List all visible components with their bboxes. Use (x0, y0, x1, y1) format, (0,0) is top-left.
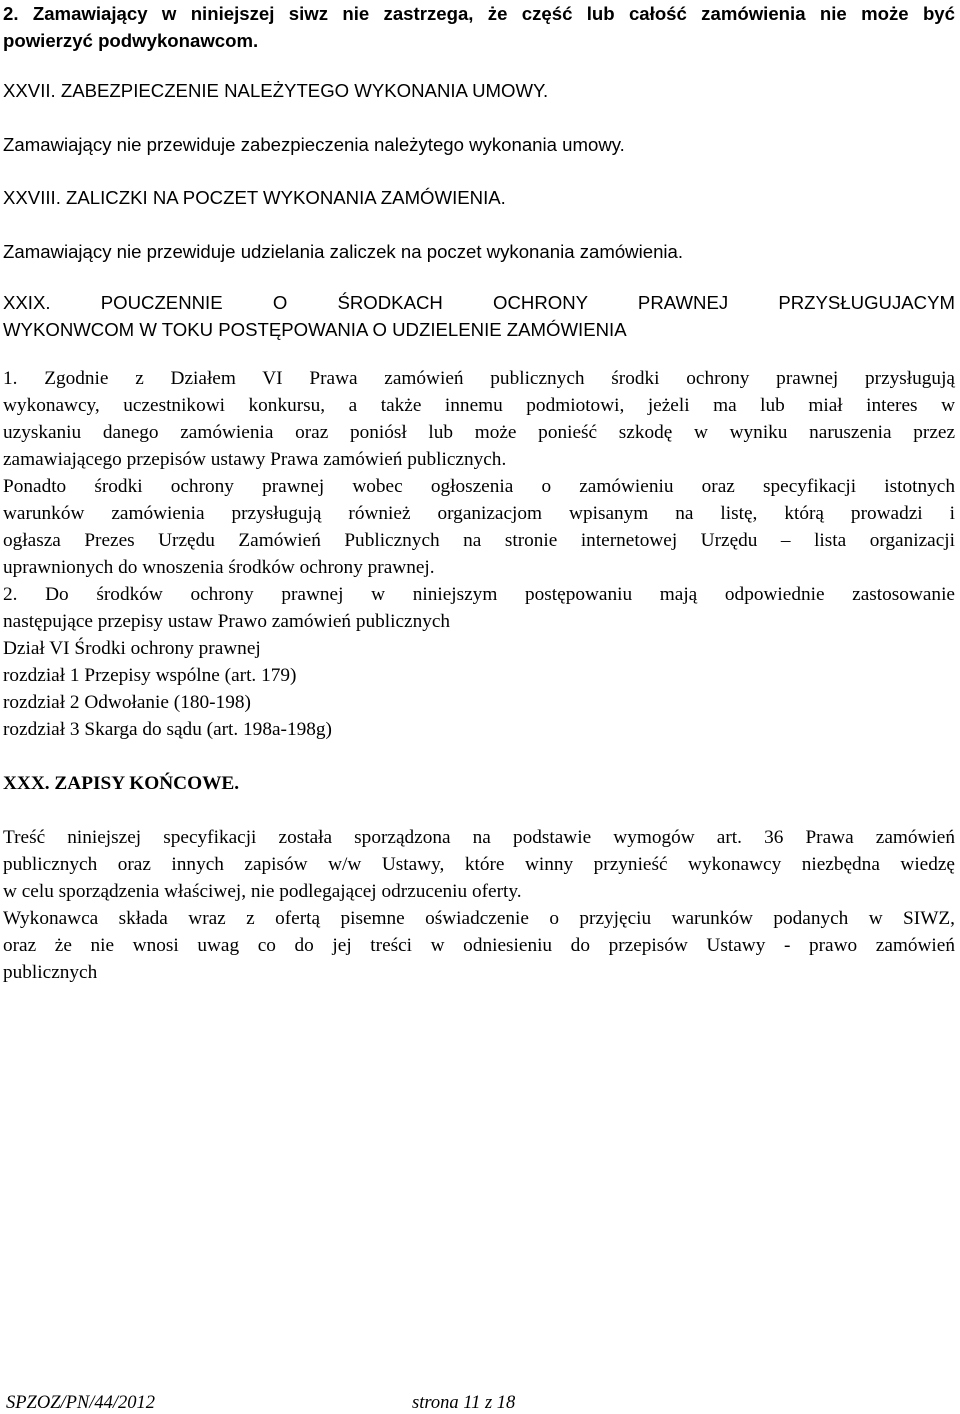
paragraph-line: Wykonawca składa wraz z ofertą pisemne oświadczenie o przyjęciu warunków podanych w SIWZ, (3, 908, 955, 929)
item-2-paragraph (3, 0, 955, 54)
paragraph-line: warunków zamówienia przysługują również organizacjom wpisanym na listę, którą prowadzi i (3, 503, 955, 524)
xxix-chapter-list (3, 635, 955, 743)
footer-reference: SPZOZ/PN/44/2012 (6, 1393, 156, 1413)
paragraph-line: 2. Do środków ochrony prawnej w niniejszym postępowaniu mają odpowiednie zastosowanie (3, 584, 955, 605)
paragraph-line: następujące przepisy ustaw Prawo zamówień publicznych (3, 611, 451, 632)
xxx-paragraph-2 (3, 905, 955, 986)
item-2-line-2: powierzyć podwykonawcom. (3, 30, 259, 51)
heading-xxvii: XXVII. ZABEZPIECZENIE NALEŻYTEGO WYKONANIA UMOWY. (3, 80, 549, 101)
list-item: rozdział 3 Skarga do sądu (art. 198a-198g) (3, 719, 332, 740)
paragraph-line: wykonawcy, uczestnikowi konkursu, a także innemu podmiotowi, jeżeli ma lub miał interes w (3, 395, 955, 416)
paragraph-line: uzyskaniu danego zamówienia oraz poniósł lub może ponieść szkodę w wyniku naruszenia przez (3, 422, 955, 443)
paragraph-line: w celu sporządzenia właściwej, nie podlegającej odrzuceniu oferty. (3, 881, 522, 902)
heading-xxix-line-1: XXIX. POUCZENNIE O ŚRODKACH OCHRONY PRAWNEJ PRZYSŁUGUJACYM (3, 292, 955, 313)
xxix-paragraph-2 (3, 473, 955, 581)
xxix-paragraph-3 (3, 581, 955, 635)
heading-xxix-line-2: WYKONWCOM W TOKU POSTĘPOWANIA O UDZIELENIE ZAMÓWIENIA (3, 319, 627, 340)
item-2-line-1: 2. Zamawiający w niniejszej siwz nie zastrzega, że część lub całość zamówienia nie może być (3, 3, 955, 24)
paragraph-line: Treść niniejszej specyfikacji została sporządzona na podstawie wymogów art. 36 Prawa zamówień (3, 827, 955, 848)
list-item: rozdział 2 Odwołanie (180-198) (3, 692, 251, 713)
list-item: Dział VI Środki ochrony prawnej (3, 638, 261, 659)
paragraph-line: oraz że nie wnosi uwag co do jej treści w odniesieniu do przepisów Ustawy - prawo zamówień (3, 935, 955, 956)
xxix-paragraph-1 (3, 365, 955, 473)
paragraph-line: zamawiającego przepisów ustawy Prawa zamówień publicznych. (3, 449, 507, 470)
paragraph-line: uprawnionych do wnoszenia środków ochrony prawnej. (3, 557, 435, 578)
heading-xxx: XXX. ZAPISY KOŃCOWE. (3, 773, 240, 794)
text-xxvii: Zamawiający nie przewiduje zabezpieczenia należytego wykonania umowy. (3, 134, 625, 155)
paragraph-line: Ponadto środki ochrony prawnej wobec ogłoszenia o zamówieniu oraz specyfikacji istotnych (3, 476, 955, 497)
paragraph-line: ogłasza Prezes Urzędu Zamówień Publicznych na stronie internetowej Urzędu – lista organizacji (3, 530, 955, 551)
heading-xxix (3, 289, 955, 343)
paragraph-line: publicznych (3, 962, 98, 983)
heading-xxviii: XXVIII. ZALICZKI NA POCZET WYKONANIA ZAMÓWIENIA. (3, 187, 506, 208)
paragraph-line: publicznych oraz innych zapisów w/w Ustawy, które winny przynieść wykonawcy niezbędna wiedzę (3, 854, 955, 875)
xxx-paragraph-1 (3, 824, 955, 905)
text-xxviii: Zamawiający nie przewiduje udzielania zaliczek na poczet wykonania zamówienia. (3, 241, 684, 262)
list-item: rozdział 1 Przepisy wspólne (art. 179) (3, 665, 297, 686)
footer-page-number: strona 11 z 18 (412, 1393, 516, 1413)
paragraph-line: 1. Zgodnie z Działem VI Prawa zamówień publicznych środki ochrony prawnej przysługują (3, 368, 955, 389)
